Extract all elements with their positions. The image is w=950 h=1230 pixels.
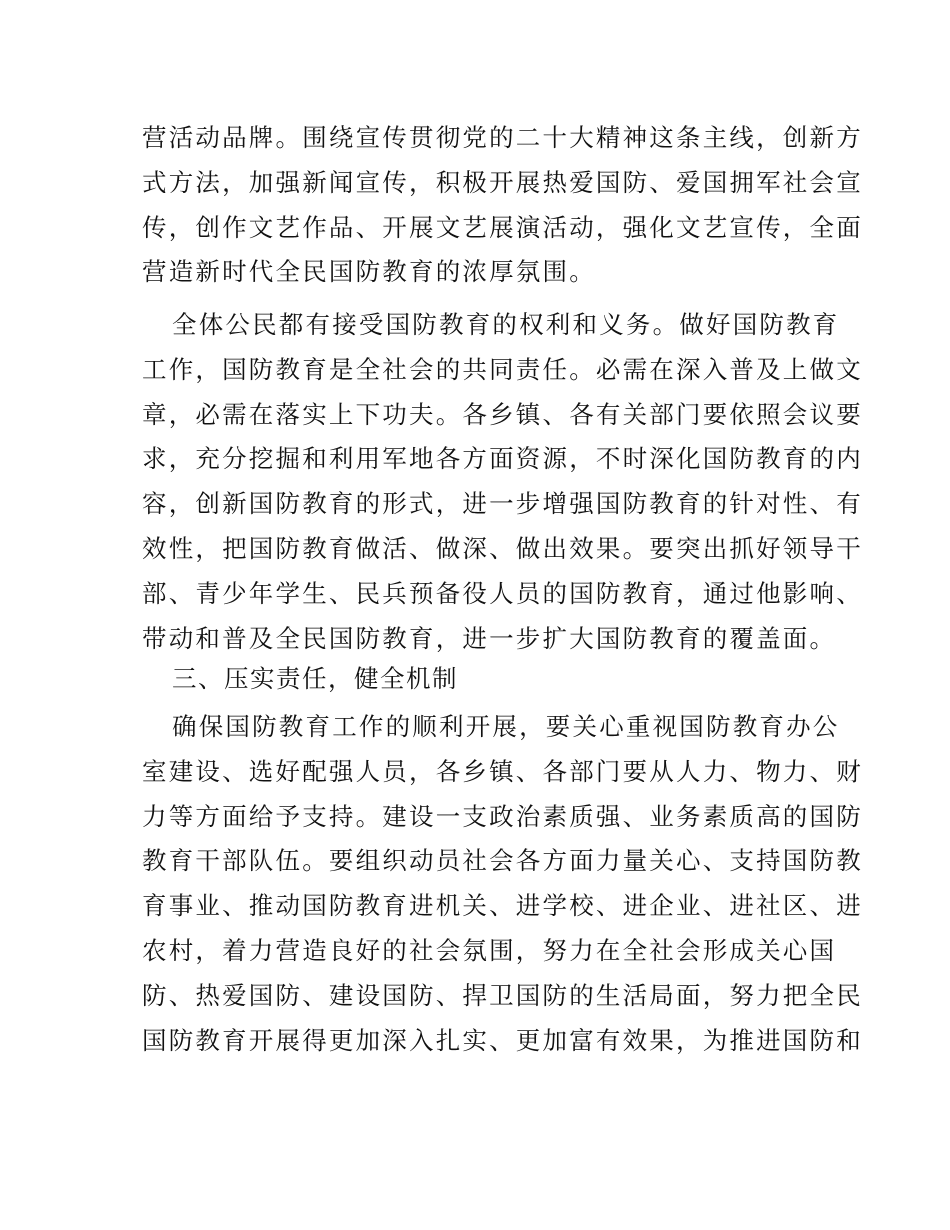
text-line: 确保国防教育工作的顺利开展，要关心重视国防教育办公 bbox=[172, 712, 840, 741]
text-line: 全体公民都有接受国防教育的权利和义务。做好国防教育 bbox=[172, 310, 840, 339]
text-line: 室建设、选好配强人员，各乡镇、各部门要从人力、物力、财 bbox=[142, 756, 863, 786]
text-line: 国防教育开展得更加深入扎实、更加富有效果，为推进国防和 bbox=[142, 1025, 863, 1055]
text-line: 防、热爱国防、建设国防、捍卫国防的生活局面，努力把全民 bbox=[142, 980, 863, 1010]
paragraph-2 bbox=[142, 303, 863, 661]
text-line: 力等方面给予支持。建设一支政治素质强、业务素质高的国防 bbox=[142, 801, 863, 831]
text-line: 部、青少年学生、民兵预备役人员的国防教育，通过他影响、 bbox=[142, 578, 863, 608]
text-line: 教育干部队伍。要组织动员社会各方面力量关心、支持国防教 bbox=[142, 846, 863, 876]
heading-text: 三、压实责任，健全机制 bbox=[172, 664, 458, 693]
text-line: 带动和普及全民国防教育，进一步扩大国防教育的覆盖面。 bbox=[142, 623, 837, 653]
text-line: 育事业、推动国防教育进机关、进学校、进企业、进社区、进 bbox=[142, 891, 863, 921]
text-line: 农村，着力营造良好的社会氛围，努力在全社会形成关心国 bbox=[142, 935, 837, 965]
text-line: 式方法，加强新闻宣传，积极开展热爱国防、爱国拥军社会宣 bbox=[142, 167, 863, 197]
text-line: 工作，国防教育是全社会的共同责任。必需在深入普及上做文 bbox=[142, 354, 863, 384]
text-line: 营造新时代全民国防教育的浓厚氛围。 bbox=[142, 257, 596, 287]
text-line: 效性，把国防教育做活、做深、做出效果。要突出抓好领导干 bbox=[142, 533, 863, 563]
paragraph-1 bbox=[142, 116, 863, 295]
text-line: 营活动品牌。围绕宣传贯彻党的二十大精神这条主线，创新方 bbox=[142, 123, 863, 152]
text-line: 章，必需在落实上下功夫。各乡镇、各有关部门要依照会议要 bbox=[142, 399, 863, 429]
text-line: 容，创新国防教育的形式，进一步增强国防教育的针对性、有 bbox=[142, 489, 863, 519]
section-heading bbox=[142, 660, 812, 705]
text-line: 传，创作文艺作品、开展文艺展演活动，强化文艺宣传，全面 bbox=[142, 212, 863, 242]
text-line: 求，充分挖掘和利用军地各方面资源，不时深化国防教育的内 bbox=[142, 444, 863, 474]
paragraph-3 bbox=[142, 705, 863, 1063]
